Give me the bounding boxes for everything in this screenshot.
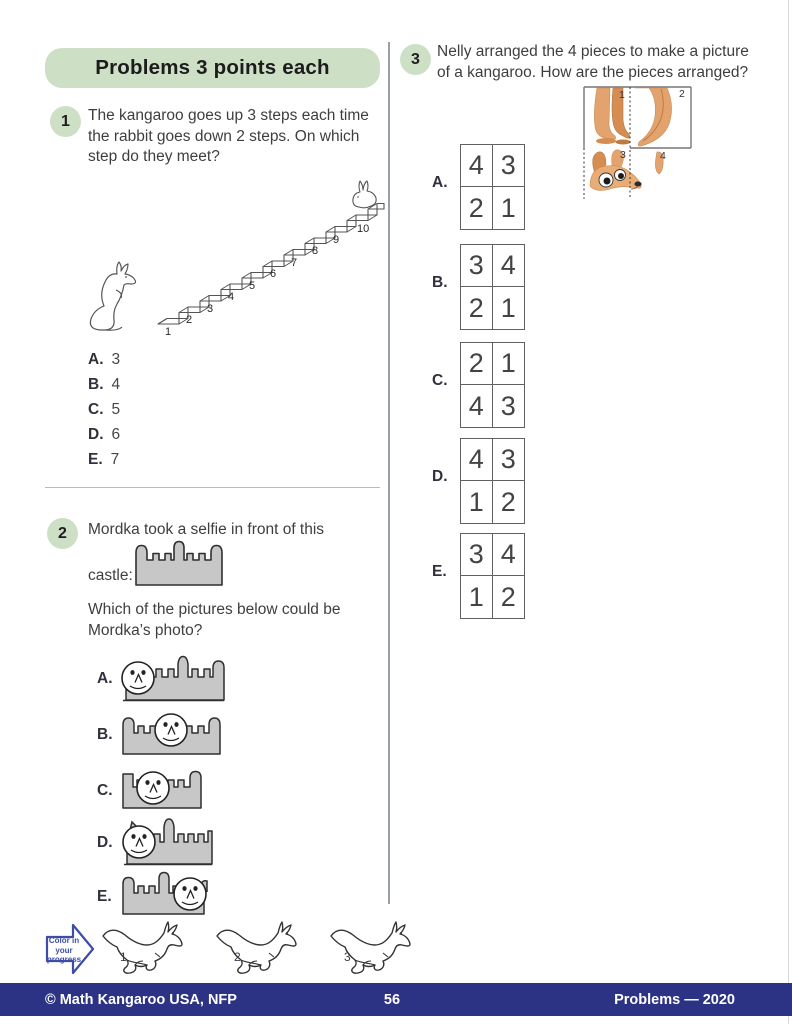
piece-label: 3 [620, 149, 626, 161]
footer-copyright: © Math Kangaroo USA, NFP [45, 991, 237, 1008]
progress-kangaroo-label: 1 [120, 950, 127, 964]
progress-kangaroo-label: 3 [344, 950, 351, 964]
stair-label: 1 [165, 326, 172, 338]
answer-choice: A. 3 [88, 351, 121, 368]
page-number: 56 [383, 991, 401, 1008]
stair-label: 3 [207, 303, 214, 315]
kangaroo-outline-icon [328, 920, 428, 976]
answer-choice: E. [97, 888, 112, 905]
arrangement-grid-c: 2 1 4 3 [460, 342, 525, 428]
page-footer [0, 983, 792, 1016]
answer-choice: A. [432, 174, 448, 191]
piece-label: 1 [619, 89, 625, 101]
answer-choice: C. [97, 782, 113, 799]
staircase-figure [58, 178, 386, 350]
selfie-castle-option-c-icon [118, 764, 208, 810]
stair-label: 9 [333, 234, 340, 246]
stair-label: 10 [357, 223, 370, 235]
answer-choice: B. [432, 274, 448, 291]
arrangement-grid-b: 3 4 2 1 [460, 244, 525, 330]
answer-choice: B. [97, 726, 113, 743]
answer-choice: D. [432, 468, 448, 485]
problem-divider [45, 487, 380, 488]
kangaroo-outline-icon [100, 920, 200, 976]
rabbit-icon [353, 181, 376, 208]
problem-3-text: Nelly arranged the 4 pieces to make a picture of a kangaroo. How are the pieces arranged? [437, 43, 749, 81]
answer-choice: D. [97, 834, 113, 851]
answer-choice: E. 7 [88, 451, 120, 468]
stair-label: 2 [186, 314, 193, 326]
progress-arrow-text: Color in your progress [46, 936, 82, 964]
piece-label: 4 [660, 150, 666, 162]
piece-label: 2 [679, 88, 685, 100]
arrangement-grid-d: 4 3 1 2 [460, 438, 525, 524]
progress-kangaroo-2 [214, 920, 314, 976]
answer-choice: A. [97, 670, 113, 687]
kangaroo-outline-icon [214, 920, 314, 976]
progress-kangaroo-label: 2 [234, 950, 241, 964]
section-header [45, 48, 380, 88]
castle-icon [133, 540, 225, 588]
answer-choice: C. [432, 372, 448, 389]
selfie-castle-option-d-icon [118, 816, 218, 867]
progress-kangaroo-1 [100, 920, 200, 976]
answer-choice: C. 5 [88, 401, 121, 418]
answer-choice: B. 4 [88, 376, 121, 393]
section-title: Problems 3 points each [95, 56, 330, 79]
column-divider [388, 42, 390, 904]
arrangement-grid-e: 3 4 1 2 [460, 533, 525, 619]
answer-choice: E. [432, 563, 447, 580]
selfie-castle-option-b-icon [118, 710, 224, 756]
page-edge-line [788, 0, 789, 1024]
problem-2-castle-label: castle: [88, 567, 133, 584]
staircase-icon [58, 178, 386, 350]
problem-2-text-line1: Mordka took a selfie in front of this [88, 521, 325, 538]
stair-label: 4 [228, 291, 235, 303]
stair-label: 5 [249, 280, 256, 292]
stair-label: 7 [291, 257, 298, 269]
kangaroo-puzzle-figure [583, 86, 693, 200]
problem-2-question: Which of the pictures below could be Mordka’s photo? [88, 601, 341, 639]
kangaroo-icon [90, 262, 135, 330]
problem-1-number-badge: 1 [50, 106, 81, 137]
selfie-castle-option-a-icon [118, 654, 230, 703]
stair-label: 8 [312, 245, 319, 257]
problem-2-number-badge: 2 [47, 518, 78, 549]
answer-choice: D. 6 [88, 426, 121, 443]
problem-3-number-badge: 3 [400, 44, 431, 75]
progress-kangaroo-3 [328, 920, 428, 976]
problem-1-text: The kangaroo goes up 3 steps each time the rabbit goes down 2 steps. On which step do they meet? [88, 107, 369, 165]
arrangement-grid-a: 4 3 2 1 [460, 144, 525, 230]
kangaroo-puzzle-icon [583, 86, 693, 200]
selfie-castle-option-e-icon [118, 870, 210, 916]
footer-edition: Problems — 2020 [614, 991, 735, 1008]
stair-label: 6 [270, 268, 277, 280]
